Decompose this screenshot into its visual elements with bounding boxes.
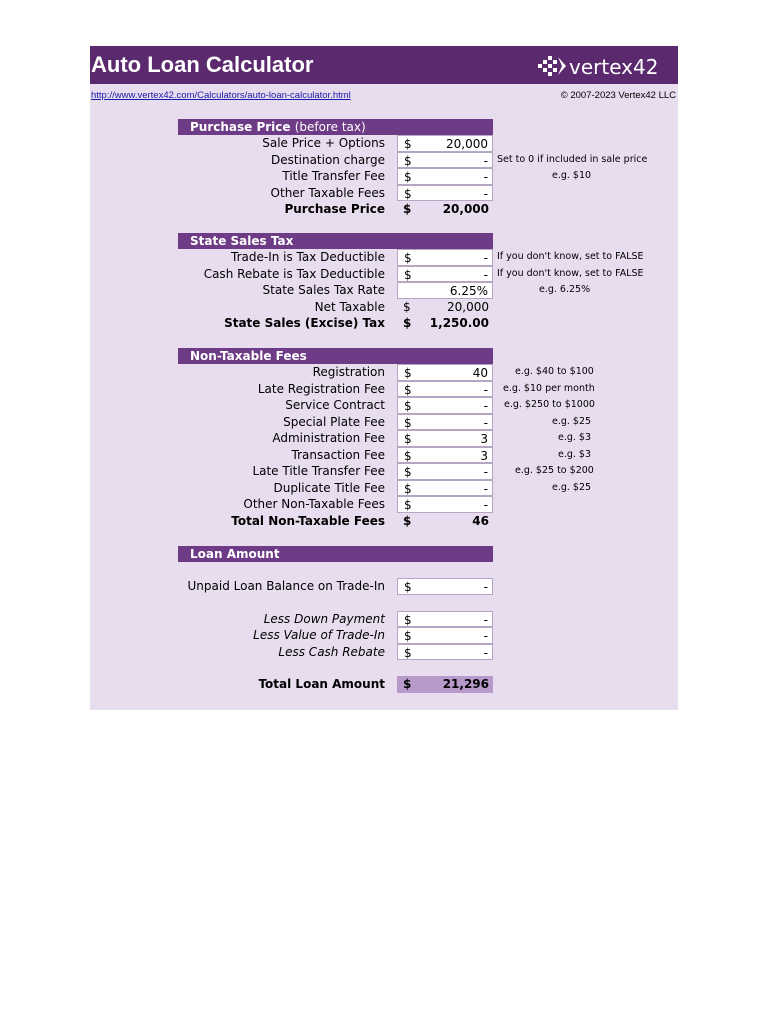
calculator-sheet xyxy=(90,46,678,710)
row-label: Net Taxable xyxy=(314,299,385,314)
row-label: Less Down Payment xyxy=(263,611,385,626)
row-note: If you don't know, set to FALSE xyxy=(497,251,644,262)
currency-symbol: $ xyxy=(404,170,412,184)
cell-value: 6.25% xyxy=(449,284,488,298)
row-label: Special Plate Fee xyxy=(283,414,385,429)
cell-value: 20,000 xyxy=(447,299,489,314)
currency-symbol: $ xyxy=(404,481,412,496)
fee-row-special-plate xyxy=(178,414,592,431)
trade-in-deductible-input[interactable] xyxy=(397,249,493,266)
row-label: State Sales (Excise) Tax xyxy=(224,316,385,330)
cell-value: - xyxy=(483,251,488,265)
purchase-price-total-cell xyxy=(397,201,493,218)
sales-tax-rate-row xyxy=(178,282,591,299)
currency-symbol: $ xyxy=(404,498,412,512)
currency-symbol: $ xyxy=(404,629,412,643)
row-note: Set to 0 if included in sale price xyxy=(497,153,648,165)
row-label: Registration xyxy=(312,365,385,379)
sale-price-input[interactable] xyxy=(397,135,493,152)
loan-amount-heading: Loan Amount xyxy=(178,546,493,562)
currency-symbol: $ xyxy=(404,153,412,168)
cell-value: - xyxy=(483,399,488,413)
non-taxable-fees-total-row xyxy=(178,513,493,530)
cell-value: - xyxy=(483,465,488,479)
title-transfer-fee-row xyxy=(178,168,592,185)
currency-symbol: $ xyxy=(404,366,412,380)
transaction-fee-input[interactable] xyxy=(397,447,493,464)
cell-value: - xyxy=(483,267,488,282)
currency-symbol: $ xyxy=(404,465,412,479)
total-loan-amount-cell xyxy=(397,676,493,693)
currency-symbol: $ xyxy=(404,382,412,397)
row-label: Trade-In is Tax Deductible xyxy=(231,250,385,264)
state-sales-tax-heading: State Sales Tax xyxy=(178,233,493,249)
row-label: Administration Fee xyxy=(272,431,385,445)
purchase-price-section xyxy=(178,119,648,218)
cell-value: 20,000 xyxy=(446,137,488,151)
row-note: e.g. $25 to $200 xyxy=(515,465,594,476)
administration-fee-input[interactable] xyxy=(397,430,493,447)
cell-value: - xyxy=(483,153,488,168)
row-label: Sale Price + Options xyxy=(262,136,385,150)
cell-value: - xyxy=(483,645,488,660)
down-payment-input[interactable] xyxy=(397,611,493,628)
unpaid-balance-input[interactable] xyxy=(397,578,493,595)
currency-symbol: $ xyxy=(403,677,412,691)
cell-value: - xyxy=(483,382,488,397)
currency-symbol: $ xyxy=(403,513,412,528)
spacer-row xyxy=(178,660,493,676)
destination-charge-input[interactable] xyxy=(397,152,493,169)
row-note: e.g. $40 to $100 xyxy=(515,366,594,377)
sales-tax-total-row xyxy=(178,315,493,332)
row-note: If you don't know, set to FALSE xyxy=(497,267,644,279)
net-taxable-cell xyxy=(397,299,493,316)
cell-value: - xyxy=(483,612,488,627)
cell-value: 40 xyxy=(472,366,488,380)
row-label: Late Title Transfer Fee xyxy=(252,464,385,478)
currency-symbol: $ xyxy=(403,202,412,216)
registration-input[interactable] xyxy=(397,364,493,381)
cell-value: - xyxy=(483,629,488,643)
trade-in-value-input[interactable] xyxy=(397,627,493,644)
fee-row-registration xyxy=(178,364,594,381)
purchase-price-total-row xyxy=(178,201,493,218)
row-label: Other Non-Taxable Fees xyxy=(243,497,385,511)
row-note: e.g. $3 xyxy=(558,448,592,460)
cash-rebate-deductible-row xyxy=(178,266,644,283)
vertex42-logo xyxy=(536,51,674,81)
row-note: e.g. $250 to $1000 xyxy=(504,399,595,410)
row-label: Other Taxable Fees xyxy=(270,185,385,200)
cell-value: - xyxy=(483,170,488,184)
service-contract-input[interactable] xyxy=(397,397,493,414)
loan-amount-section xyxy=(178,546,493,693)
purchase-heading-text: Purchase Price xyxy=(190,120,291,134)
cell-value: - xyxy=(483,580,488,594)
row-label: Unpaid Loan Balance on Trade-In xyxy=(187,579,385,593)
row-label: Late Registration Fee xyxy=(257,381,385,396)
row-label: State Sales Tax Rate xyxy=(262,283,385,297)
destination-charge-row xyxy=(178,152,648,169)
total-loan-amount-row xyxy=(178,676,493,693)
cash-rebate-row xyxy=(178,644,493,661)
late-registration-input[interactable] xyxy=(397,381,493,398)
currency-symbol: $ xyxy=(404,448,412,463)
row-label: Total Non-Taxable Fees xyxy=(231,513,385,528)
currency-symbol: $ xyxy=(404,399,412,413)
sale-price-row xyxy=(178,135,493,152)
sales-tax-total-cell xyxy=(397,315,493,332)
row-label: Less Cash Rebate xyxy=(278,644,385,659)
cell-value: 3 xyxy=(480,432,488,446)
state-sales-tax-section xyxy=(178,233,644,332)
row-label: Less Value of Trade-In xyxy=(253,628,385,642)
fee-row-other-non-taxable xyxy=(178,496,493,513)
purchase-heading-sub: (before tax) xyxy=(294,120,366,134)
title-transfer-fee-input[interactable] xyxy=(397,168,493,185)
row-label: Total Loan Amount xyxy=(258,677,385,691)
non-taxable-fees-section xyxy=(178,348,595,529)
cash-rebate-deductible-input[interactable] xyxy=(397,266,493,283)
currency-symbol: $ xyxy=(404,432,412,446)
trade-in-deductible-row xyxy=(178,249,644,266)
fee-row-late-title-transfer xyxy=(178,463,594,480)
fee-row-transaction xyxy=(178,447,592,464)
other-taxable-fees-row xyxy=(178,185,493,202)
cell-value: 1,250.00 xyxy=(429,316,489,330)
copyright-text: © 2007-2023 Vertex42 LLC xyxy=(560,90,676,101)
row-label: Transaction Fee xyxy=(291,447,385,462)
currency-symbol: $ xyxy=(403,299,411,314)
row-note: e.g. 6.25% xyxy=(539,284,591,295)
currency-symbol: $ xyxy=(404,251,412,265)
page-title: Auto Loan Calculator xyxy=(91,52,314,77)
unpaid-balance-row xyxy=(178,578,493,595)
sales-tax-rate-input[interactable] xyxy=(397,282,493,299)
cell-value: 46 xyxy=(472,513,489,528)
fee-row-duplicate-title xyxy=(178,480,592,497)
row-label: Duplicate Title Fee xyxy=(273,480,385,495)
special-plate-input[interactable] xyxy=(397,414,493,431)
row-label: Service Contract xyxy=(285,398,385,412)
cell-value: - xyxy=(483,481,488,496)
currency-symbol: $ xyxy=(404,186,412,201)
calculator-url-link[interactable]: http://www.vertex42.com/Calculators/auto-loan-calculator.html xyxy=(91,90,351,101)
spacer-row xyxy=(178,595,493,611)
trade-in-value-row xyxy=(178,627,493,644)
cash-rebate-input[interactable] xyxy=(397,644,493,661)
svg-text:vertex42: vertex42 xyxy=(569,55,659,79)
cell-value: - xyxy=(483,415,488,430)
currency-symbol: $ xyxy=(404,267,412,282)
row-label: Purchase Price xyxy=(284,202,385,216)
row-note: e.g. $3 xyxy=(558,432,592,443)
row-label: Cash Rebate is Tax Deductible xyxy=(203,266,385,281)
row-note: e.g. $10 xyxy=(552,170,592,181)
currency-symbol: $ xyxy=(404,645,412,660)
non-taxable-fees-total-cell xyxy=(397,513,493,530)
other-non-taxable-input[interactable] xyxy=(397,496,493,513)
down-payment-row xyxy=(178,611,493,628)
cell-value: - xyxy=(483,498,488,512)
fee-row-late-registration xyxy=(178,381,595,398)
currency-symbol: $ xyxy=(404,612,412,627)
late-title-transfer-input[interactable] xyxy=(397,463,493,480)
fee-row-administration xyxy=(178,430,592,447)
cell-value: - xyxy=(483,186,488,201)
cell-value: 3 xyxy=(480,448,488,463)
purchase-price-heading xyxy=(178,119,493,135)
other-taxable-fees-input[interactable] xyxy=(397,185,493,202)
row-label: Title Transfer Fee xyxy=(282,169,385,183)
row-note: e.g. $25 xyxy=(552,481,592,493)
currency-symbol: $ xyxy=(403,316,412,330)
currency-symbol: $ xyxy=(404,580,412,594)
cell-value: 20,000 xyxy=(442,202,489,216)
title-banner xyxy=(90,46,678,84)
net-taxable-row xyxy=(178,299,493,316)
currency-symbol: $ xyxy=(404,137,412,151)
row-note: e.g. $25 xyxy=(552,415,592,427)
currency-symbol: $ xyxy=(404,415,412,430)
fee-row-service-contract xyxy=(178,397,595,414)
row-note: e.g. $10 per month xyxy=(503,382,595,394)
non-taxable-fees-heading: Non-Taxable Fees xyxy=(178,348,493,364)
spacer-row xyxy=(178,562,493,578)
duplicate-title-input[interactable] xyxy=(397,480,493,497)
cell-value: 21,296 xyxy=(442,677,489,691)
vertex42-logo-icon xyxy=(536,51,674,81)
row-label: Destination charge xyxy=(271,152,385,167)
